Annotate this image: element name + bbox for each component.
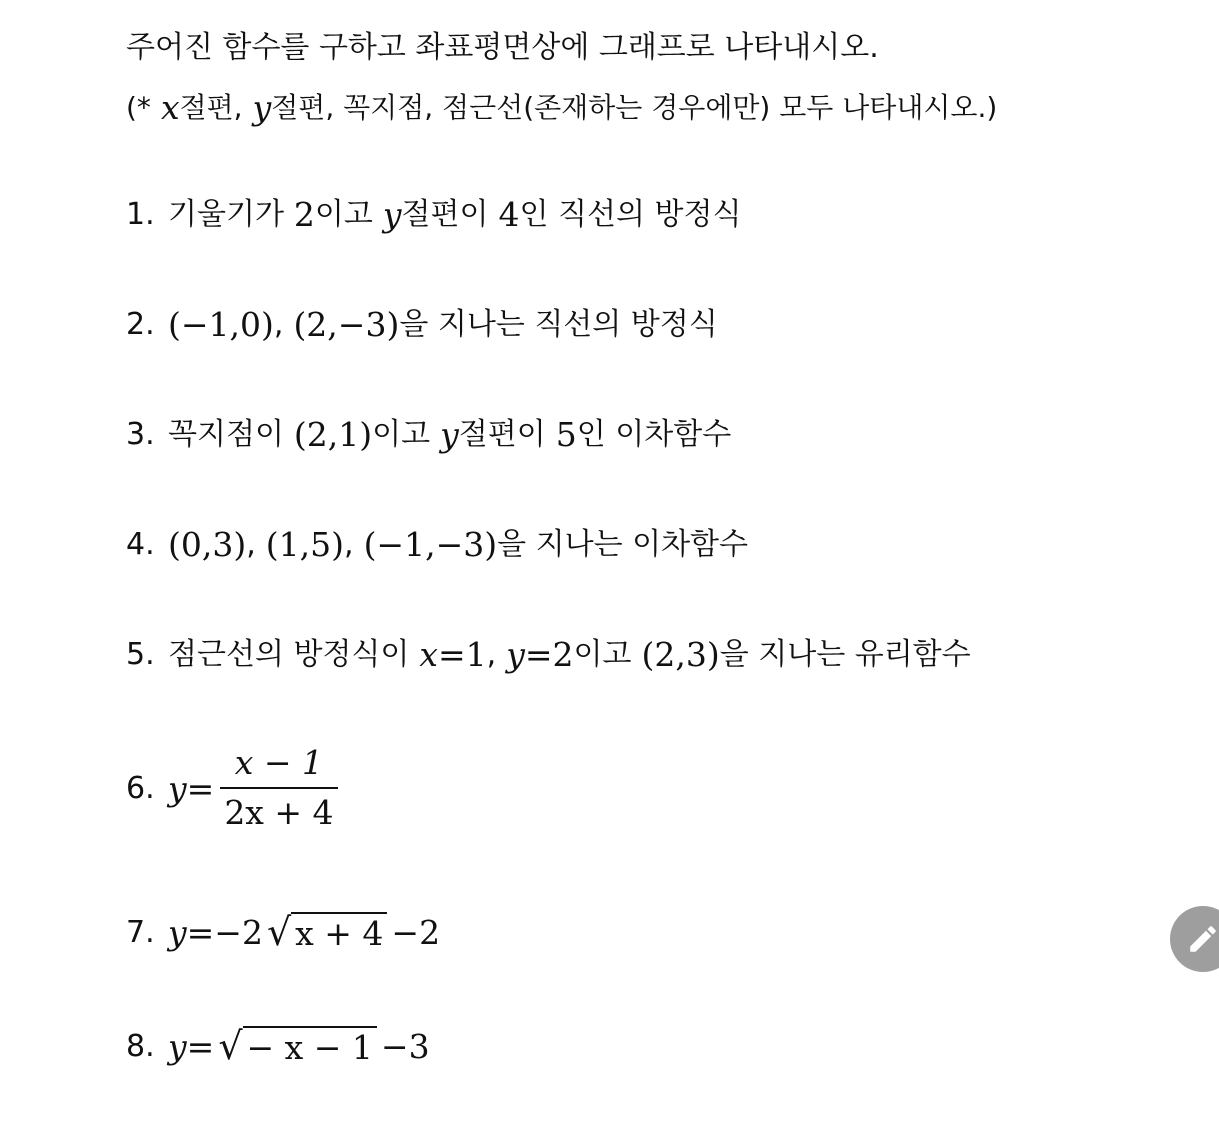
math-variable: y	[382, 195, 402, 234]
radical-sign: √	[218, 1024, 243, 1068]
problem-text: 을 지나는 직선의 방정식	[399, 307, 718, 342]
math-point: (2,3)	[641, 635, 720, 674]
problem-text: 인 직선의 방정식	[519, 197, 742, 232]
pencil-icon	[1186, 922, 1219, 956]
math-point: (0,3)	[168, 525, 247, 564]
math-constant: −2	[391, 912, 441, 952]
problem-text: 인 이차함수	[576, 417, 732, 452]
problem-number: 3.	[126, 417, 155, 452]
fraction-denominator: 2x + 4	[224, 793, 334, 832]
math-value: 4	[498, 195, 520, 234]
problem-number: 2.	[126, 307, 155, 342]
fraction-bar	[220, 787, 337, 789]
problem-number: 5.	[126, 637, 155, 672]
problem-6	[126, 743, 338, 833]
fraction-numerator: x − 1	[234, 743, 324, 782]
math-variable: y	[168, 768, 187, 808]
problem-text: 이고	[372, 417, 431, 452]
problem-4	[126, 527, 748, 563]
square-root	[267, 912, 387, 952]
math-variable: y	[506, 635, 525, 674]
radicand: x + 4	[291, 912, 387, 952]
problem-text: ,	[246, 527, 256, 562]
note-x-variable: x	[160, 88, 180, 127]
math-value: =2	[524, 635, 574, 674]
math-variable: x	[419, 635, 439, 674]
problem-text: ,	[344, 527, 354, 562]
radical-sign: √	[266, 910, 292, 954]
note-part1: 절편,	[179, 91, 243, 124]
problem-number: 4.	[126, 527, 155, 562]
problem-2	[126, 307, 718, 343]
problem-7	[126, 912, 440, 952]
math-value: 5	[555, 415, 577, 454]
problem-text: ,	[273, 307, 284, 342]
radicand: − x − 1	[243, 1026, 377, 1066]
math-point: (2,−3)	[293, 305, 400, 344]
math-equals: =	[186, 768, 215, 808]
problem-number: 1.	[126, 197, 155, 232]
math-variable: y	[168, 912, 187, 952]
math-point: (−1,−3)	[363, 525, 498, 564]
problem-text: 점근선의 방정식이	[168, 637, 410, 672]
problem-text: 꼭지점이	[168, 417, 284, 452]
math-variable: y	[440, 415, 459, 454]
problem-3	[126, 417, 731, 453]
problem-number: 8.	[126, 1028, 155, 1064]
math-variable: y	[168, 1026, 187, 1066]
math-point: (2,1)	[293, 415, 373, 454]
math-point: (−1,0)	[168, 305, 274, 344]
problem-text: ,	[486, 637, 497, 672]
problem-text: 절편이	[401, 197, 489, 232]
instruction-label: 주어진 함수를 구하고 좌표평면상에 그래프로 나타내시오.	[126, 30, 879, 65]
fraction	[220, 743, 337, 833]
math-value: =1	[438, 635, 487, 674]
instruction-note	[126, 90, 997, 126]
square-root	[218, 1026, 377, 1066]
math-equals: =	[186, 1026, 215, 1066]
problem-text: 절편이	[458, 417, 546, 452]
math-constant: −3	[380, 1026, 430, 1066]
edit-button[interactable]	[1170, 906, 1219, 972]
problem-number: 6.	[126, 770, 155, 806]
note-y-variable: y	[252, 88, 272, 127]
math-value: 2	[293, 195, 315, 234]
problem-text: 을 지나는 유리함수	[719, 637, 971, 672]
problem-text: 이고	[573, 637, 632, 672]
math-coefficient: =−2	[186, 912, 263, 952]
problem-number: 7.	[126, 914, 155, 950]
note-part2: 절편, 꼭지점, 점근선(존재하는 경우에만) 모두 나타내시오.)	[271, 91, 998, 124]
problem-text: 기울기가	[168, 197, 284, 232]
problem-8	[126, 1026, 430, 1066]
instruction-text	[126, 30, 879, 66]
problem-text: 을 지나는 이차함수	[497, 527, 749, 562]
note-open: (*	[126, 91, 151, 124]
math-point: (1,5)	[265, 525, 345, 564]
problem-5	[126, 637, 971, 673]
problem-1	[126, 197, 741, 233]
problem-text: 이고	[314, 197, 373, 232]
